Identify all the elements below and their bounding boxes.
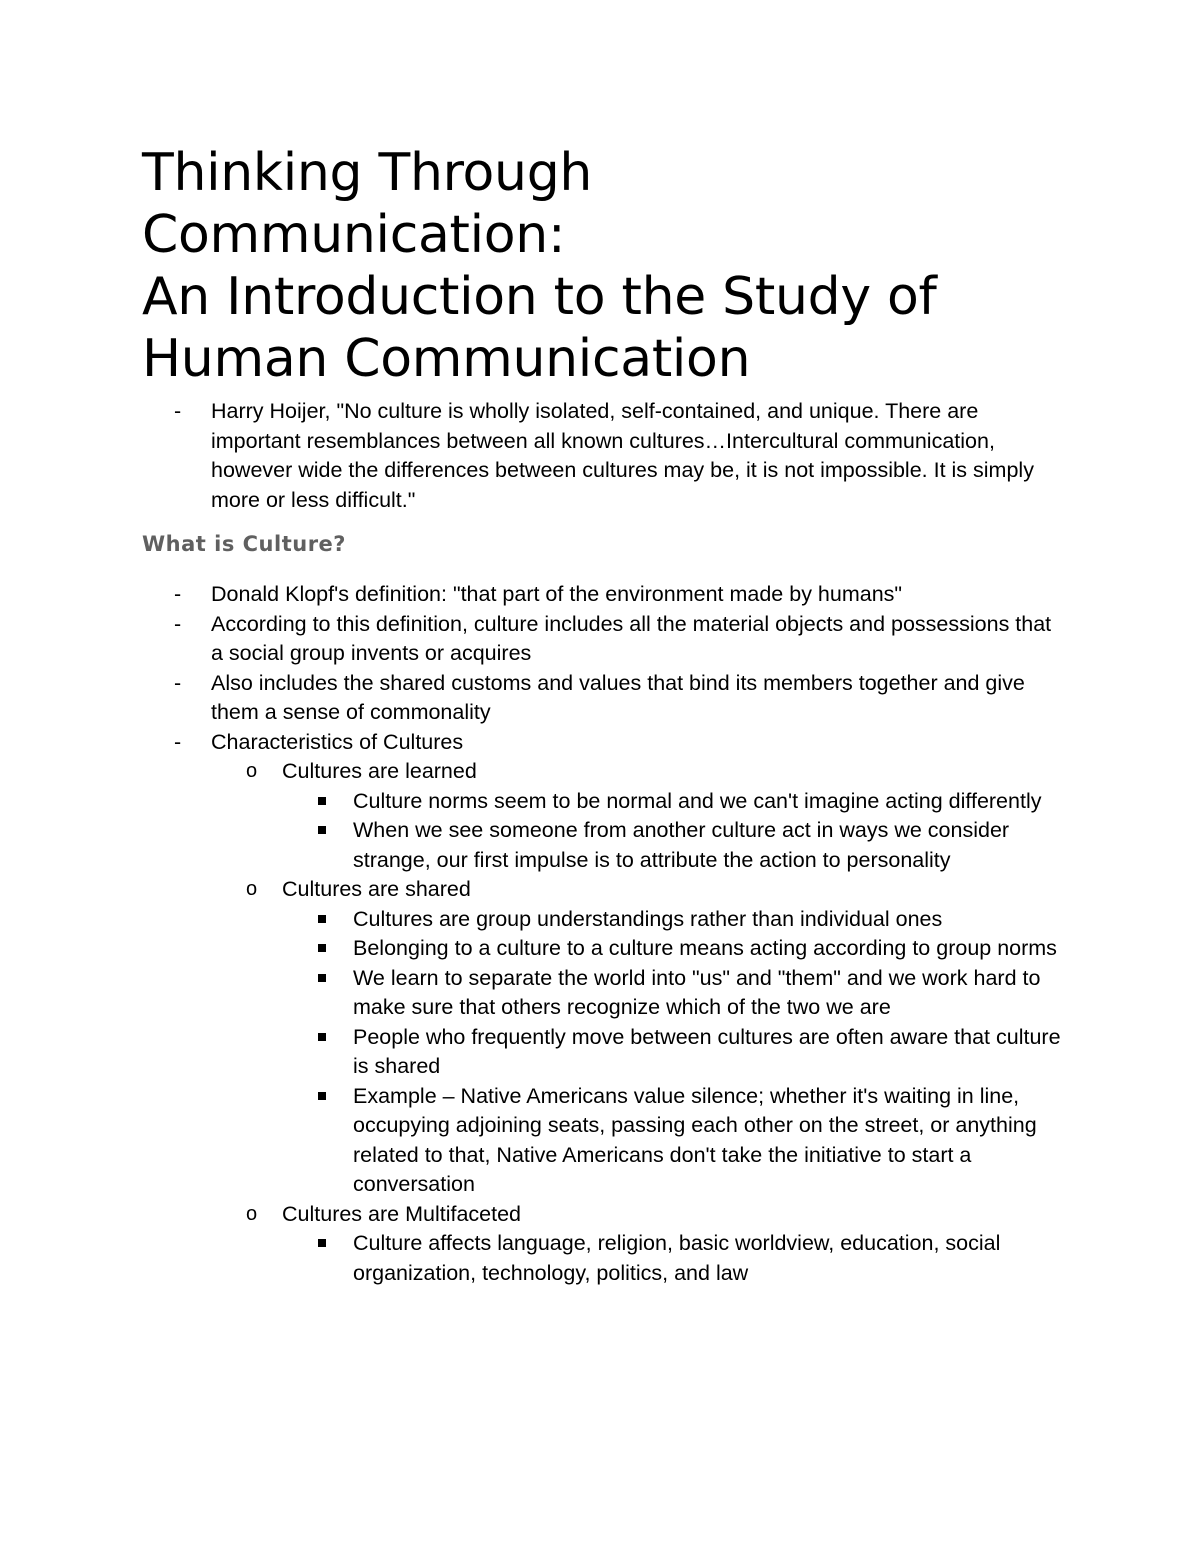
sub-point-item [0,787,1200,817]
list-item-text: Also includes the shared customs and values that bind its members together and give them a sense of commonality [211,670,1025,724]
list-item [0,580,1200,610]
document-title [142,142,1102,390]
section-heading: What is Culture? [142,532,346,556]
list-item [0,728,1200,758]
sub-point-text: When we see someone from another culture act in ways we consider strange, our first impulse is to attribute the action to personality [353,818,1010,872]
sub-point-text: Belonging to a culture to a culture means acting according to group norms [353,936,1057,960]
sub-point-item [0,964,1200,1023]
sub-point-text: Example – Native Americans value silence; whether it's waiting in line, occupying adjoining seats, passing each other on the street, or anything related to that, Native Americans don't take the initiative to start a conversation [353,1083,1037,1196]
sub-point-item [0,1082,1200,1200]
title-line-1: Thinking Through [142,143,593,203]
dash-marker: - [174,729,182,754]
characteristic-label: Cultures are Multifaceted [282,1201,521,1226]
square-bullet-icon [318,1033,326,1041]
square-bullet-icon [318,826,326,834]
square-bullet-icon [318,1092,326,1100]
intro-list [0,397,1200,515]
sub-point-item [0,905,1200,935]
characteristic-label: Cultures are shared [282,877,471,901]
characteristic-item [0,757,1200,787]
characteristic-item [0,1200,1200,1230]
list-item [0,669,1200,728]
sub-point-item [0,816,1200,875]
intro-quote-item [0,397,1200,515]
characteristic-label: Cultures are learned [282,759,477,783]
sub-point-text: People who frequently move between cultures are often aware that culture is shared [353,1024,1061,1078]
square-bullet-icon [318,797,326,805]
dash-marker: - [174,611,182,636]
intro-quote-text: Harry Hoijer, "No culture is wholly isolated, self-contained, and unique. There are important resemblances between all known cultures…Intercultural communication, however wide the differences between cultures may be, it is not impossible. It is simply more or less difficult." [211,399,1034,512]
square-bullet-icon [318,915,326,923]
sub-point-text: Culture norms seem to be normal and we can't imagine acting differently [353,788,1042,813]
title-line-3: An Introduction to the Study of [142,267,937,327]
sub-point-text: We learn to separate the world into "us" and "them" and we work hard to make sure that others recognize which of the two we are [353,965,1041,1019]
sub-point-item [0,1023,1200,1082]
square-bullet-icon [318,944,326,952]
characteristic-item [0,875,1200,905]
circle-marker: o [246,878,258,900]
circle-marker: o [246,760,258,782]
dash-marker: - [174,670,182,695]
sub-point-item [0,934,1200,964]
square-bullet-icon [318,974,326,982]
dash-marker: - [174,582,182,606]
title-line-4: Human Communication [142,329,751,389]
list-item-text: According to this definition, culture includes all the material objects and possessions that a social group invents or acquires [211,611,1052,665]
sub-point-text: Cultures are group understandings rather than individual ones [353,906,943,931]
list-item-text: Donald Klopf's definition: "that part of the environment made by humans" [211,582,903,606]
title-line-2: Communication: [142,205,566,265]
circle-marker: o [246,1202,258,1225]
sub-point-text: Culture affects language, religion, basic worldview, education, social organization, technology, politics, and law [353,1231,1001,1285]
sub-point-item [0,1229,1200,1288]
list-item-text: Characteristics of Cultures [211,729,464,754]
culture-list [0,580,1200,1288]
dash-marker: - [174,399,182,423]
list-item [0,610,1200,669]
square-bullet-icon [318,1239,326,1247]
